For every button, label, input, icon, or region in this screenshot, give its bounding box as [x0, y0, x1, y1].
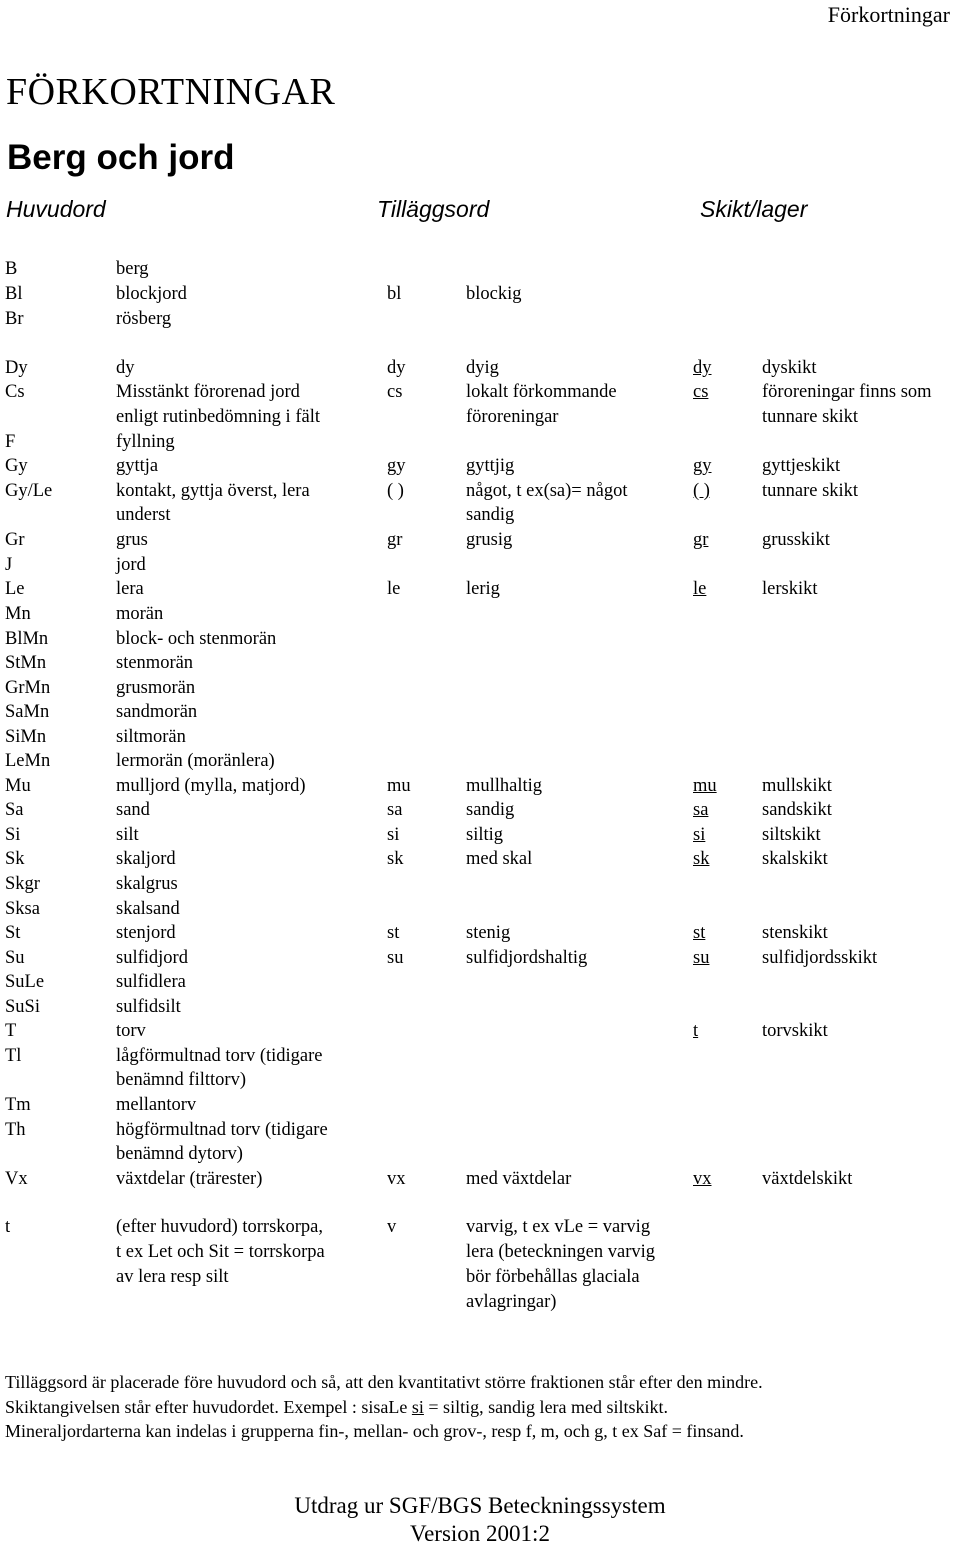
- row-additional-name: bör förbehållas glaciala: [466, 1267, 640, 1287]
- row-layer-name: stenskikt: [762, 923, 828, 943]
- row-name: dy: [116, 358, 135, 378]
- row-abbreviation: Sk: [5, 849, 25, 869]
- row-additional-name: lokalt förkommande: [466, 382, 617, 402]
- row-layer-abbreviation: gy: [693, 456, 712, 476]
- row-name: berg: [116, 259, 149, 279]
- note-line: Tilläggsord är placerade före huvudord och så, att den kvantitativt större fraktionen står efter den mindre.: [5, 1372, 763, 1392]
- row-abbreviation: Gy/Le: [5, 481, 53, 501]
- row-layer-name: siltskikt: [762, 825, 821, 845]
- row-additional-abbreviation: vx: [387, 1169, 406, 1189]
- row-additional-name: blockig: [466, 284, 522, 304]
- row-name: enligt rutinbedömning i fält: [116, 407, 320, 427]
- row-layer-name: skalskikt: [762, 849, 828, 869]
- row-additional-name: sandig: [466, 505, 515, 525]
- row-layer-name: tunnare skikt: [762, 481, 859, 501]
- row-layer-name: torvskikt: [762, 1021, 828, 1041]
- row-additional-name: sandig: [466, 800, 515, 820]
- row-abbreviation: Tm: [5, 1095, 31, 1115]
- row-additional-name: med skal: [466, 849, 533, 869]
- row-additional-name: grusig: [466, 530, 513, 550]
- row-abbreviation: Gr: [5, 530, 25, 550]
- row-layer-name: sulfidjordsskikt: [762, 948, 878, 968]
- row-name: skalsand: [116, 899, 180, 919]
- notes: [5, 1370, 955, 1444]
- row-additional-abbreviation: bl: [387, 284, 402, 304]
- row-abbreviation: SuSi: [5, 997, 40, 1017]
- row-name: av lera resp silt: [116, 1267, 229, 1287]
- row-name: morän: [116, 604, 164, 624]
- row-name: skalgrus: [116, 874, 178, 894]
- row-abbreviation: t: [5, 1217, 11, 1237]
- row-layer-abbreviation: st: [693, 923, 706, 943]
- row-abbreviation: Dy: [5, 358, 28, 378]
- row-layer-name: mullskikt: [762, 776, 832, 796]
- row-abbreviation: SaMn: [5, 702, 50, 722]
- row-abbreviation: St: [5, 923, 21, 943]
- row-abbreviation: T: [5, 1021, 17, 1041]
- row-additional-name: med växtdelar: [466, 1169, 572, 1189]
- row-abbreviation: Mn: [5, 604, 31, 624]
- row-abbreviation: Si: [5, 825, 21, 845]
- row-name: block- och stenmorän: [116, 629, 277, 649]
- row-layer-name: sandskikt: [762, 800, 832, 820]
- row-name: högförmultnad torv (tidigare: [116, 1120, 328, 1140]
- column-header-layer: Skikt/lager: [700, 196, 808, 222]
- row-name: (efter huvudord) torrskorpa,: [116, 1217, 324, 1237]
- row-layer-abbreviation: cs: [693, 382, 709, 402]
- row-abbreviation: Cs: [5, 382, 25, 402]
- row-additional-abbreviation: v: [387, 1217, 397, 1237]
- row-abbreviation: StMn: [5, 653, 47, 673]
- row-name: mellantorv: [116, 1095, 197, 1115]
- row-abbreviation: SuLe: [5, 972, 45, 992]
- row-abbreviation: BlMn: [5, 629, 49, 649]
- row-additional-abbreviation: gr: [387, 530, 403, 550]
- row-name: sulfidlera: [116, 972, 186, 992]
- row-layer-abbreviation: le: [693, 579, 707, 599]
- row-additional-name: dyig: [466, 358, 499, 378]
- row-abbreviation: GrMn: [5, 678, 51, 698]
- row-layer-abbreviation: gr: [693, 530, 709, 550]
- row-abbreviation: Tl: [5, 1046, 22, 1066]
- row-name: grusmorän: [116, 678, 196, 698]
- row-name: benämnd filttorv): [116, 1070, 246, 1090]
- row-additional-name: gyttjig: [466, 456, 515, 476]
- footer: [0, 1492, 960, 1548]
- row-layer-abbreviation: sk: [693, 849, 710, 869]
- row-name: blockjord: [116, 284, 187, 304]
- row-additional-name: siltig: [466, 825, 504, 845]
- row-name: sandmorän: [116, 702, 198, 722]
- row-additional-name: avlagringar): [466, 1292, 557, 1312]
- row-abbreviation: Skgr: [5, 874, 40, 894]
- row-layer-abbreviation: si: [693, 825, 706, 845]
- row-name: silt: [116, 825, 139, 845]
- row-name: lermorän (moränlera): [116, 751, 275, 771]
- row-name: t ex Let och Sit = torrskorpa: [116, 1242, 325, 1262]
- row-abbreviation: Bl: [5, 284, 23, 304]
- note-underlined-text: si: [411, 1396, 424, 1417]
- row-abbreviation: J: [5, 555, 13, 575]
- row-additional-name: föroreningar: [466, 407, 559, 427]
- row-additional-abbreviation: dy: [387, 358, 406, 378]
- row-name: sulfidsilt: [116, 997, 181, 1017]
- running-header: Förkortningar: [827, 2, 950, 27]
- row-name: sulfidjord: [116, 948, 188, 968]
- row-abbreviation: F: [5, 432, 16, 452]
- row-layer-abbreviation: su: [693, 948, 710, 968]
- row-additional-abbreviation: su: [387, 948, 404, 968]
- row-name: stenjord: [116, 923, 176, 943]
- row-abbreviation: Sksa: [5, 899, 40, 919]
- row-abbreviation: Th: [5, 1120, 26, 1140]
- row-additional-name: lerig: [466, 579, 500, 599]
- row-additional-name: sulfidjordshaltig: [466, 948, 588, 968]
- row-name: skaljord: [116, 849, 176, 869]
- row-layer-abbreviation: vx: [693, 1169, 712, 1189]
- row-additional-name: mullhaltig: [466, 776, 543, 796]
- row-abbreviation: Vx: [5, 1169, 28, 1189]
- row-additional-abbreviation: sk: [387, 849, 404, 869]
- row-layer-name: lerskikt: [762, 579, 818, 599]
- row-additional-abbreviation: cs: [387, 382, 403, 402]
- row-additional-abbreviation: le: [387, 579, 401, 599]
- page-title: FÖRKORTNINGAR: [6, 71, 336, 113]
- row-abbreviation: Le: [5, 579, 25, 599]
- row-layer-name: föroreningar finns som: [762, 382, 932, 402]
- row-name: jord: [116, 555, 146, 575]
- note-text: Skiktangivelsen står efter huvudordet. Exempel : sisaLe: [5, 1396, 412, 1417]
- row-name: mulljord (mylla, matjord): [116, 776, 306, 796]
- row-name: gyttja: [116, 456, 159, 476]
- row-name: kontakt, gyttja överst, lera: [116, 481, 310, 501]
- row-name: siltmorän: [116, 727, 186, 747]
- row-name: grus: [116, 530, 148, 550]
- row-name: fyllning: [116, 432, 175, 452]
- row-additional-name: något, t ex(sa)= något: [466, 481, 628, 501]
- row-abbreviation: Gy: [5, 456, 28, 476]
- row-additional-abbreviation: gy: [387, 456, 406, 476]
- row-layer-name: tunnare skikt: [762, 407, 859, 427]
- row-name: benämnd dytorv): [116, 1144, 243, 1164]
- row-additional-abbreviation: sa: [387, 800, 403, 820]
- row-name: växtdelar (trärester): [116, 1169, 263, 1189]
- row-additional-abbreviation: mu: [387, 776, 411, 796]
- column-header-additional: Tilläggsord: [377, 196, 490, 222]
- row-name: torv: [116, 1021, 146, 1041]
- row-name: stenmorän: [116, 653, 194, 673]
- note-line: [5, 1395, 955, 1420]
- row-name: sand: [116, 800, 150, 820]
- row-layer-name: gyttjeskikt: [762, 456, 841, 476]
- row-abbreviation: Sa: [5, 800, 24, 820]
- row-additional-name: lera (beteckningen varvig: [466, 1242, 656, 1262]
- row-abbreviation: SiMn: [5, 727, 47, 747]
- row-additional-abbreviation: si: [387, 825, 400, 845]
- row-layer-abbreviation: sa: [693, 800, 709, 820]
- note-line: Mineraljordarterna kan indelas i grupperna fin-, mellan- och grov-, resp f, m, och g, t ex Saf = finsand.: [5, 1421, 744, 1441]
- row-additional-name: stenig: [466, 923, 511, 943]
- row-abbreviation: LeMn: [5, 751, 51, 771]
- row-layer-abbreviation: mu: [693, 776, 717, 796]
- row-additional-name: varvig, t ex vLe = varvig: [466, 1217, 651, 1237]
- row-layer-abbreviation: t: [693, 1021, 699, 1041]
- row-layer-abbreviation: dy: [693, 358, 712, 378]
- column-header-main: Huvudord: [6, 196, 106, 222]
- row-abbreviation: Br: [5, 309, 24, 329]
- footer-line: Version 2001:2: [410, 1521, 550, 1546]
- row-name: rösberg: [116, 309, 172, 329]
- row-layer-abbreviation: ( ): [693, 481, 710, 501]
- note-text: = siltig, sandig lera med siltskikt.: [423, 1396, 669, 1417]
- row-abbreviation: Mu: [5, 776, 31, 796]
- row-additional-abbreviation: ( ): [387, 481, 404, 501]
- row-name: underst: [116, 505, 171, 525]
- footer-line: Utdrag ur SGF/BGS Beteckningssystem: [294, 1493, 666, 1518]
- row-layer-name: växtdelskikt: [762, 1169, 853, 1189]
- row-abbreviation: Su: [5, 948, 25, 968]
- row-additional-abbreviation: st: [387, 923, 400, 943]
- row-name: Misstänkt förorenad jord: [116, 382, 300, 402]
- row-name: lågförmultnad torv (tidigare: [116, 1046, 323, 1066]
- row-abbreviation: B: [5, 259, 18, 279]
- row-layer-name: dyskikt: [762, 358, 817, 378]
- row-name: lera: [116, 579, 144, 599]
- row-layer-name: grusskikt: [762, 530, 830, 550]
- section-title: Berg och jord: [7, 138, 235, 177]
